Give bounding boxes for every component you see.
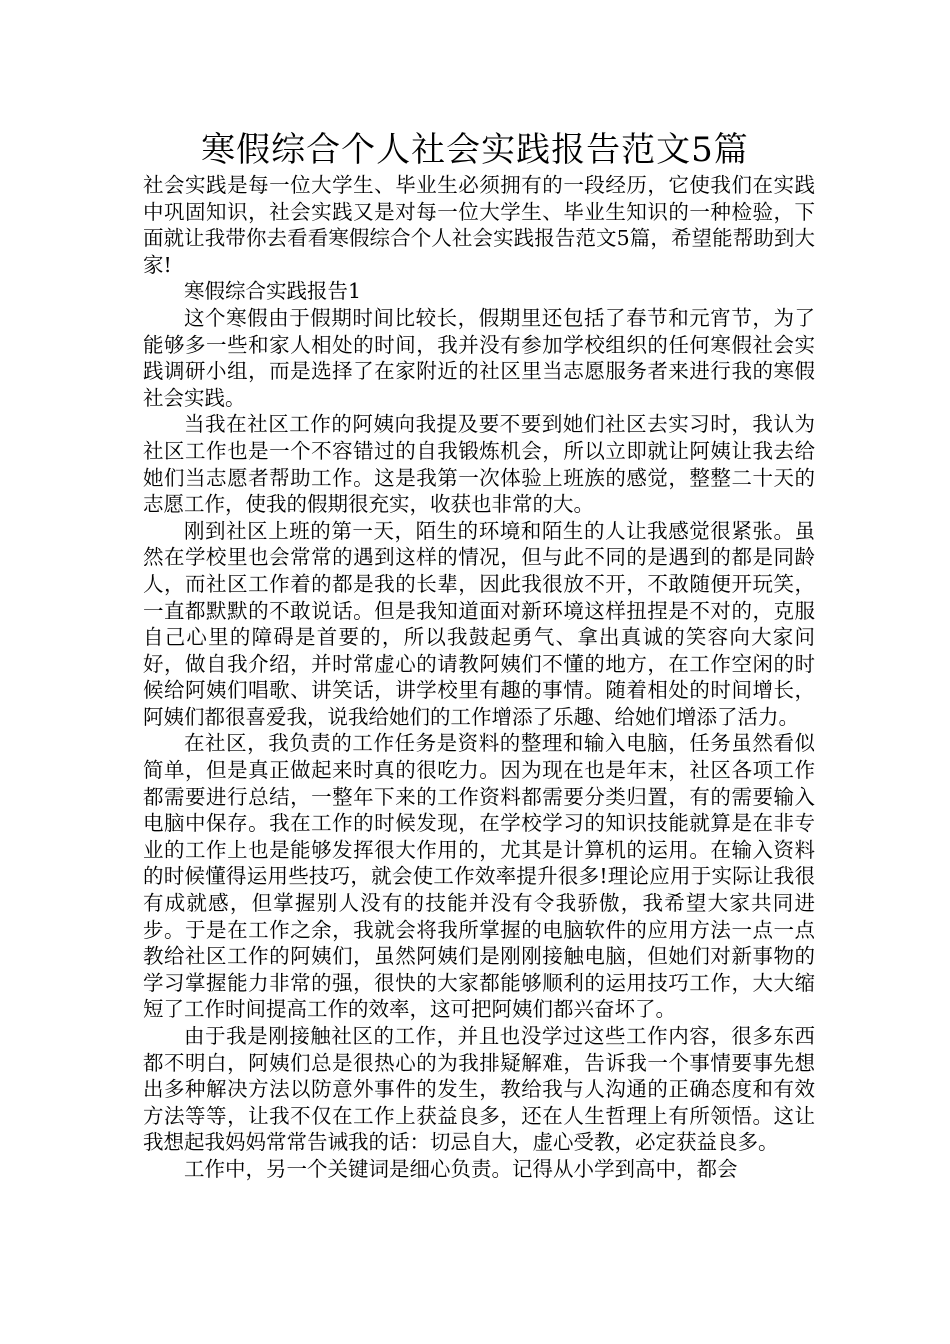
document-body xyxy=(143,172,815,1183)
body-paragraph: 由于我是刚接触社区的工作，并且也没学过这些工作内容，很多东西都不明白，阿姨们总是很热心的为我排疑解难，告诉我一个事情要事先想出多种解决方法以防意外事件的发生，教给我与人沟通的正确态度和有效方法等等，让我不仅在工作上获益良多，还在人生哲理上有所领悟。这让我想起我妈妈常常告诫我的话：切忌自大，虚心受教，必定获益良多。 xyxy=(143,1024,815,1155)
body-paragraph: 当我在社区工作的阿姨向我提及要不要到她们社区去实习时，我认为社区工作也是一个不容错过的自我锻炼机会，所以立即就让阿姨让我去给她们当志愿者帮助工作。这是我第一次体验上班族的感觉，整整二十天的志愿工作，使我的假期很充实，收获也非常的大。 xyxy=(143,412,815,517)
body-paragraph: 刚到社区上班的第一天，陌生的环境和陌生的人让我感觉很紧张。虽然在学校里也会常常的遇到这样的情况，但与此不同的是遇到的都是同龄人，而社区工作着的都是我的长辈，因此我很放不开，不敢随便开玩笑，一直都默默的不敢说话。但是我知道面对新环境这样扭捏是不对的，克服自己心里的障碍是首要的，所以我鼓起勇气、拿出真诚的笑容向大家问好，做自我介绍，并时常虚心的请教阿姨们不懂的地方，在工作空闲的时候给阿姨们唱歌、讲笑话，讲学校里有趣的事情。随着相处的时间增长，阿姨们都很喜爱我，说我给她们的工作增添了乐趣、给她们增添了活力。 xyxy=(143,518,815,729)
document-title: 寒假综合个人社会实践报告范文5篇 xyxy=(201,130,749,170)
body-paragraph: 在社区，我负责的工作任务是资料的整理和输入电脑，任务虽然看似简单，但是真正做起来时真的很吃力。因为现在也是年末，社区各项工作都需要进行总结，一整年下来的工作资料都需要分类归置，有的需要输入电脑中保存。我在工作的时候发现，在学校学习的知识技能就算是在非专业的工作上也是能够发挥很大作用的，尤其是计算机的运用。在输入资料的时候懂得运用些技巧，就会使工作效率提升很多!理论应用于实际让我很有成就感，但掌握别人没有的技能并没有令我骄傲，我希望大家共同进步。于是在工作之余，我就会将我所掌握的电脑软件的应用方法一点一点教给社区工作的阿姨们，虽然阿姨们是刚刚接触电脑，但她们对新事物的学习掌握能力非常的强，很快的大家都能够顺利的运用技巧工作，大大缩短了工作时间提高工作的效率，这可把阿姨们都兴奋坏了。 xyxy=(143,731,815,1022)
section-heading: 寒假综合实践报告1 xyxy=(184,279,362,304)
body-paragraph: 这个寒假由于假期时间比较长，假期里还包括了春节和元宵节，为了能够多一些和家人相处的时间，我并没有参加学校组织的任何寒假社会实践调研小组，而是选择了在家附近的社区里当志愿服务者来进行我的寒假社会实践。 xyxy=(143,305,815,410)
body-paragraph: 工作中，另一个关键词是细心负责。记得从小学到高中，都会 xyxy=(184,1156,738,1181)
intro-paragraph: 社会实践是每一位大学生、毕业生必须拥有的一段经历，它使我们在实践中巩固知识，社会实践又是对每一位大学生、毕业生知识的一种检验，下面就让我带你去看看寒假综合个人社会实践报告范文5篇，希望能帮助到大家! xyxy=(143,173,815,277)
